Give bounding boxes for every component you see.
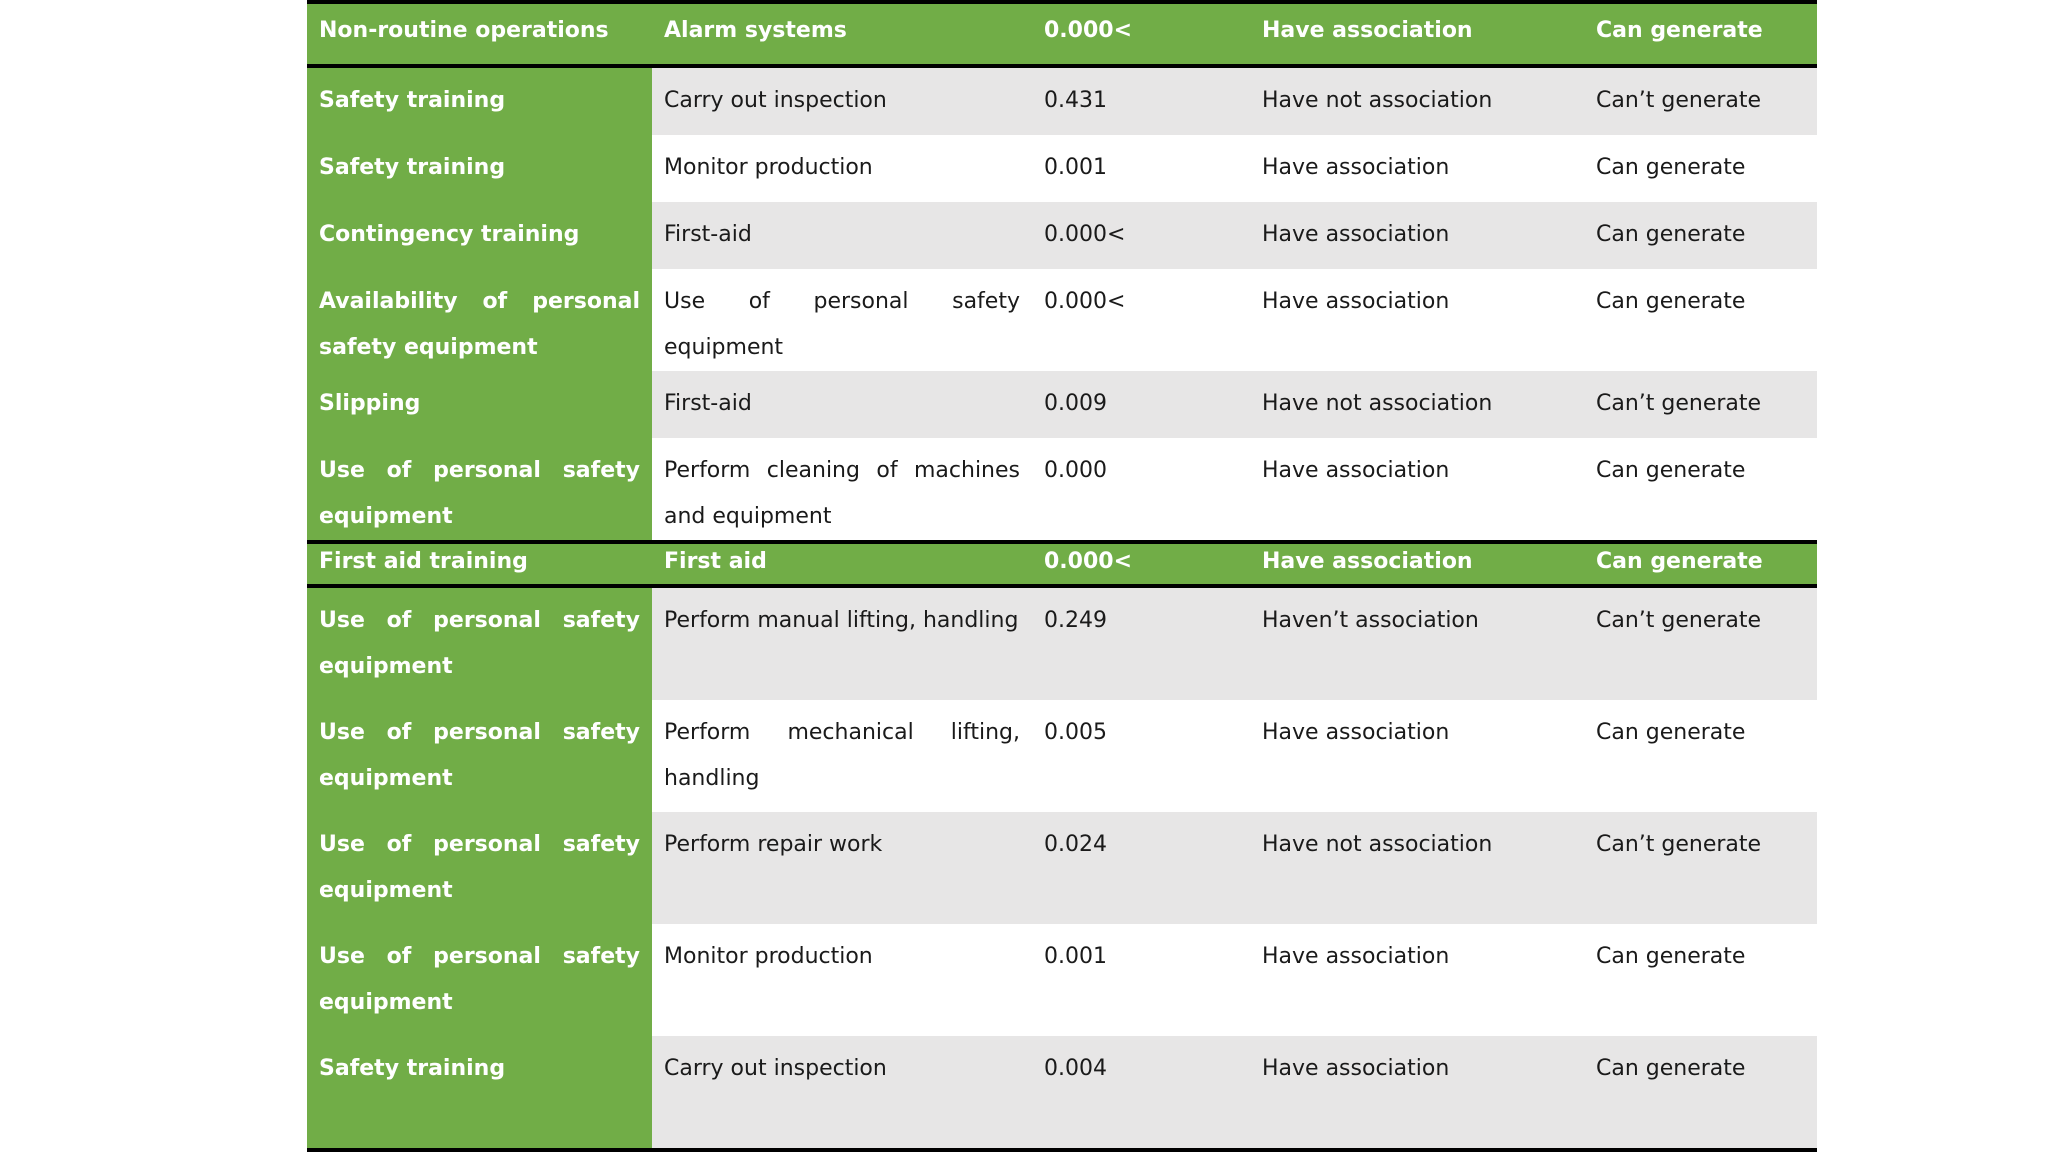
- row-label-cell: Safety training: [307, 135, 652, 202]
- section-2-header-row: [307, 540, 1817, 588]
- row-activity-cell: Perform cleaning of machines and equipment: [664, 458, 1020, 529]
- row-label-cell: Use of personal safety equipment: [307, 438, 652, 540]
- row-pvalue-cell: 0.009: [1044, 391, 1107, 416]
- row-label-cell: Use of personal safety equipment: [307, 588, 652, 700]
- row-association-cell: Have association: [1262, 458, 1450, 483]
- row-pvalue-cell: 0.005: [1044, 720, 1107, 745]
- row-generate-cell: Can generate: [1596, 222, 1746, 247]
- row-association-cell: Have association: [1262, 289, 1450, 314]
- table-row: [307, 371, 1817, 438]
- row-association-cell: Have association: [1262, 720, 1450, 745]
- table-row: [307, 438, 1817, 540]
- row-generate-cell: Can’t generate: [1596, 88, 1762, 113]
- table-row: [307, 1036, 1817, 1148]
- row-activity-cell: Perform manual lifting, handling: [664, 608, 1019, 633]
- row-activity-cell: Monitor production: [664, 944, 873, 969]
- row-association-cell: Have association: [1262, 1056, 1450, 1081]
- table-row: [307, 924, 1817, 1036]
- row-association-cell: Have association: [1262, 155, 1450, 180]
- row-activity-cell: Monitor production: [664, 155, 873, 180]
- header-cell: 0.000<: [1044, 18, 1133, 43]
- header-cell: 0.000<: [1044, 549, 1133, 574]
- row-activity-cell: Carry out inspection: [664, 88, 887, 113]
- table-row: [307, 588, 1817, 700]
- row-activity-cell: First-aid: [664, 222, 752, 247]
- table-row: [307, 68, 1817, 135]
- row-pvalue-cell: 0.001: [1044, 944, 1107, 969]
- row-activity-cell: Perform repair work: [664, 832, 883, 857]
- row-association-cell: Have not association: [1262, 88, 1493, 113]
- table-row: [307, 202, 1817, 269]
- row-association-cell: Have not association: [1262, 391, 1493, 416]
- row-label-cell: Safety training: [307, 1036, 652, 1148]
- row-activity-cell: Perform mechanical lifting, handling: [664, 720, 1020, 791]
- section-1-header-row: [307, 0, 1817, 68]
- row-activity-cell: Carry out inspection: [664, 1056, 887, 1081]
- row-pvalue-cell: 0.249: [1044, 608, 1107, 633]
- row-generate-cell: Can generate: [1596, 720, 1746, 745]
- header-cell: Have association: [1262, 549, 1473, 574]
- header-cell: First aid training: [319, 549, 528, 574]
- header-cell: Have association: [1262, 18, 1473, 43]
- row-association-cell: Haven’t association: [1262, 608, 1479, 633]
- row-activity-cell: Use of personal safety equipment: [664, 289, 1020, 360]
- table-row: [307, 269, 1817, 371]
- header-cell: Alarm systems: [664, 18, 847, 43]
- row-label-cell: Use of personal safety equipment: [307, 924, 652, 1036]
- header-cell: Non-routine operations: [319, 18, 609, 43]
- row-generate-cell: Can generate: [1596, 289, 1746, 314]
- table-row: [307, 700, 1817, 812]
- data-table: [307, 0, 1817, 1152]
- row-label-cell: Availability of personal safety equipment: [307, 269, 652, 371]
- row-label-cell: Contingency training: [307, 202, 652, 269]
- row-pvalue-cell: 0.000<: [1044, 222, 1126, 247]
- row-pvalue-cell: 0.001: [1044, 155, 1107, 180]
- row-generate-cell: Can generate: [1596, 944, 1746, 969]
- row-generate-cell: Can’t generate: [1596, 608, 1762, 633]
- row-pvalue-cell: 0.000: [1044, 458, 1107, 483]
- row-activity-cell: First-aid: [664, 391, 752, 416]
- header-cell: First aid: [664, 549, 767, 574]
- row-label-cell: Use of personal safety equipment: [307, 812, 652, 924]
- row-label-cell: Slipping: [307, 371, 652, 438]
- row-pvalue-cell: 0.004: [1044, 1056, 1107, 1081]
- row-label-cell: Use of personal safety equipment: [307, 700, 652, 812]
- row-association-cell: Have association: [1262, 944, 1450, 969]
- row-generate-cell: Can’t generate: [1596, 832, 1762, 857]
- row-association-cell: Have not association: [1262, 832, 1493, 857]
- row-pvalue-cell: 0.431: [1044, 88, 1107, 113]
- row-generate-cell: Can generate: [1596, 458, 1746, 483]
- row-label-cell: Safety training: [307, 68, 652, 135]
- row-pvalue-cell: 0.000<: [1044, 289, 1126, 314]
- table-section-1: [307, 0, 1817, 540]
- header-cell: Can generate: [1596, 18, 1763, 43]
- header-cell: Can generate: [1596, 549, 1763, 574]
- table-section-2: [307, 540, 1817, 1148]
- row-generate-cell: Can’t generate: [1596, 391, 1762, 416]
- row-generate-cell: Can generate: [1596, 155, 1746, 180]
- row-pvalue-cell: 0.024: [1044, 832, 1107, 857]
- table-row: [307, 812, 1817, 924]
- row-association-cell: Have association: [1262, 222, 1450, 247]
- row-generate-cell: Can generate: [1596, 1056, 1746, 1081]
- table-row: [307, 135, 1817, 202]
